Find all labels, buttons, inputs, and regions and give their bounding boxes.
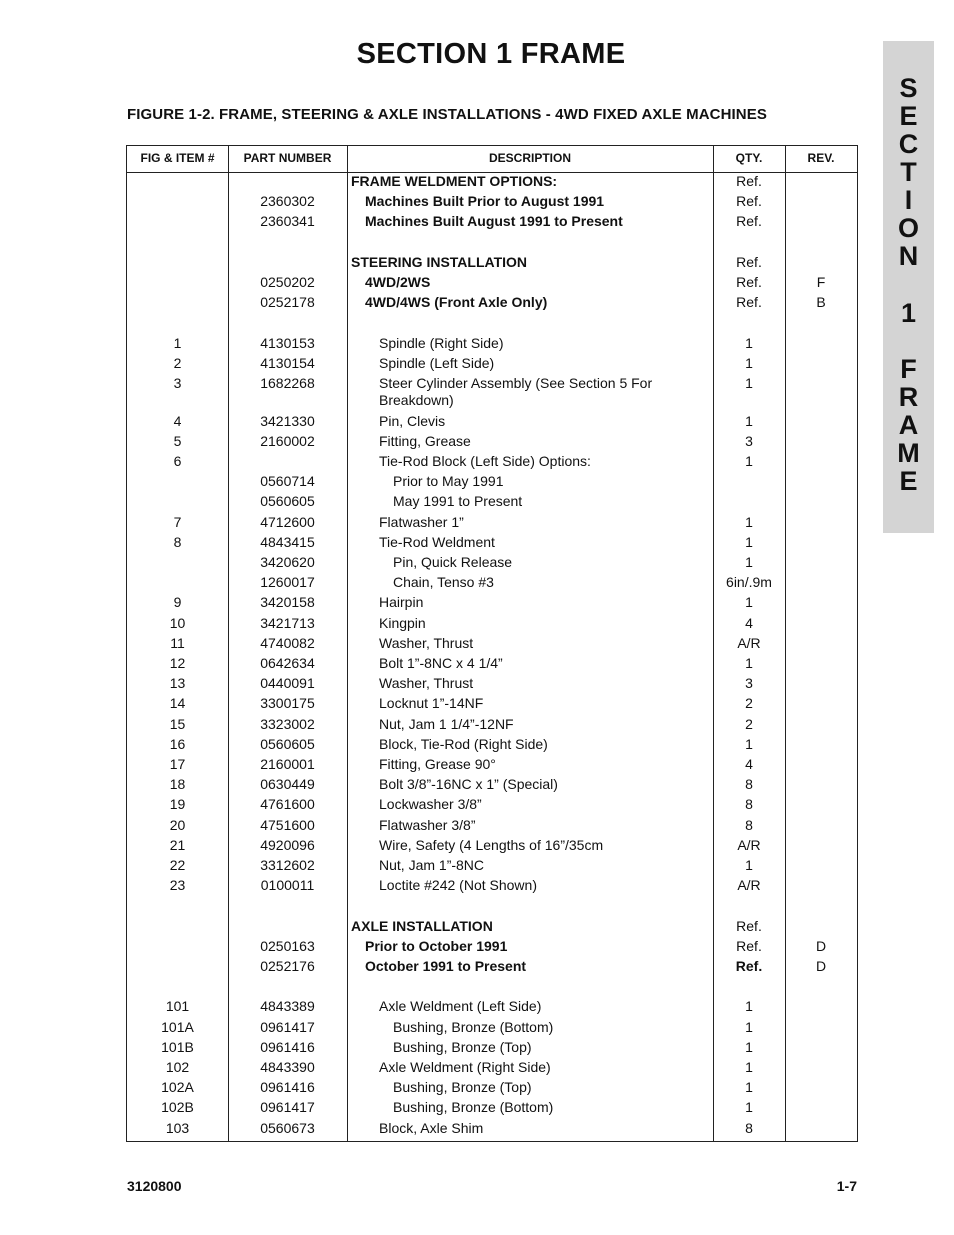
side-tab-letter: O	[897, 213, 919, 243]
qty-cell: 1	[745, 1079, 753, 1096]
part-number-cell: 4920096	[260, 836, 315, 853]
description-cell: Bolt 1”-8NC x 4 1/4”	[379, 654, 503, 671]
qty-cell: 1	[745, 375, 753, 391]
part-number-cell: 2160002	[260, 432, 315, 449]
qty-cell: Ref.	[736, 937, 762, 954]
table-row	[127, 998, 857, 1018]
description-cell: Hairpin	[379, 594, 424, 611]
part-number-cell: 0560673	[260, 1119, 315, 1136]
part-number-cell: 0560605	[260, 735, 315, 752]
part-number-cell: 3300175	[260, 695, 315, 712]
part-number-cell: 0961416	[260, 1079, 315, 1096]
description-cell: Loctite #242 (Not Shown)	[379, 877, 537, 894]
part-number-cell: 0560714	[260, 473, 315, 490]
qty-cell: 8	[745, 816, 753, 833]
part-number-cell: 3312602	[260, 856, 315, 873]
header-part-number: PART NUMBER	[243, 151, 332, 165]
description-cell: Axle Weldment (Left Side)	[379, 998, 542, 1015]
table-row	[127, 796, 857, 816]
description-cell: Flatwasher 1”	[379, 513, 464, 530]
qty-cell: A/R	[737, 877, 761, 894]
fig-item-cell: 102	[165, 1058, 190, 1075]
table-row	[127, 453, 857, 473]
fig-item-cell: 101A	[161, 1018, 194, 1035]
table-row	[127, 1059, 857, 1079]
side-tab-letter: E	[899, 466, 918, 496]
rev-cell: D	[815, 957, 827, 974]
page-number: 1-7	[836, 1178, 857, 1194]
table-row	[127, 473, 857, 493]
qty-cell: 4	[745, 614, 753, 631]
description-cell: Bushing, Bronze (Bottom)	[393, 1018, 554, 1035]
table-row	[127, 514, 857, 534]
description-cell: Tie-Rod Weldment	[379, 533, 495, 550]
header-qty: QTY.	[735, 151, 763, 165]
table-row	[127, 554, 857, 574]
part-number-cell: 4712600	[260, 513, 315, 530]
qty-cell: 8	[745, 796, 753, 813]
fig-item-cell: 6	[173, 452, 182, 469]
part-number-cell: 0250202	[260, 274, 315, 290]
table-row	[127, 173, 857, 193]
description-cell: Block, Tie-Rod (Right Side)	[379, 735, 548, 752]
part-number-cell: 3421330	[260, 412, 315, 429]
table-row	[127, 776, 857, 796]
fig-item-cell: 103	[165, 1119, 190, 1136]
table-row	[127, 695, 857, 715]
description-cell: Spindle (Right Side)	[379, 334, 504, 351]
qty-cell: Ref.	[736, 294, 762, 311]
part-number-cell: 0642634	[260, 654, 315, 671]
figure-title: FIGURE 1-2. FRAME, STEERING & AXLE INSTALLATIONS - 4WD FIXED AXLE MACHINES	[127, 106, 767, 123]
fig-item-cell: 101B	[161, 1038, 194, 1055]
table-row	[127, 594, 857, 614]
fig-item-cell: 14	[169, 695, 186, 712]
table-row	[127, 958, 857, 978]
fig-item-cell: 23	[169, 877, 186, 894]
qty-cell: A/R	[737, 836, 761, 853]
fig-item-cell: 1	[173, 334, 182, 351]
table-row	[127, 355, 857, 375]
side-tab-letter: 1	[900, 298, 917, 328]
table-row	[127, 817, 857, 837]
table-row	[127, 433, 857, 453]
fig-item-cell: 17	[169, 755, 186, 772]
part-number-cell: 0560605	[260, 493, 315, 510]
fig-item-cell: 8	[173, 533, 182, 550]
table-row	[127, 716, 857, 736]
description-cell: FRAME WELDMENT OPTIONS:	[351, 173, 558, 189]
qty-cell: Ref.	[736, 253, 762, 270]
qty-cell: 1	[745, 1018, 753, 1035]
description-cell: Prior to October 1991	[365, 937, 508, 954]
table-row	[127, 335, 857, 355]
qty-cell: 1	[745, 452, 753, 469]
part-number-cell: 1260017	[260, 574, 315, 591]
part-number-cell: 0961417	[260, 1018, 315, 1035]
description-cell: Flatwasher 3/8”	[379, 816, 476, 833]
description-cell: Steer Cylinder Assembly (See Section 5 For Breakdown)	[379, 375, 653, 408]
fig-item-cell: 16	[169, 735, 186, 752]
description-cell: Wire, Safety (4 Lengths of 16”/35cm	[379, 836, 604, 853]
table-row	[127, 655, 857, 675]
qty-cell: 1	[745, 594, 753, 611]
table-row	[127, 756, 857, 776]
table-row	[127, 274, 857, 294]
qty-cell: 4	[745, 755, 753, 772]
qty-cell: 1	[745, 998, 753, 1015]
side-tab-letter: A	[898, 410, 919, 440]
parts-table	[126, 145, 858, 1142]
part-number-cell: 4130154	[260, 354, 315, 371]
part-number-cell: 3420158	[260, 594, 315, 611]
qty-cell: 8	[745, 776, 753, 793]
description-cell: 4WD/2WS	[365, 274, 431, 290]
qty-cell: 1	[745, 334, 753, 351]
qty-cell: 6in/.9m	[726, 574, 772, 591]
qty-cell: 1	[745, 354, 753, 371]
rev-cell: D	[815, 937, 827, 954]
qty-cell: 1	[745, 553, 753, 570]
table-row	[127, 213, 857, 233]
side-tab-letter: S	[899, 73, 918, 103]
side-tab-letter: M	[897, 438, 920, 468]
table-row	[127, 375, 857, 408]
qty-cell: 3	[745, 675, 753, 692]
part-number-cell: 4740082	[260, 634, 315, 651]
fig-item-cell: 7	[173, 513, 182, 530]
fig-item-cell: 2	[173, 354, 182, 371]
part-number-cell: 1682268	[260, 375, 315, 391]
description-cell: Bushing, Bronze (Top)	[393, 1079, 532, 1096]
fig-item-cell: 20	[169, 816, 186, 833]
part-number-cell: 0961417	[260, 1099, 315, 1116]
table-row	[127, 193, 857, 213]
qty-cell: A/R	[737, 634, 761, 651]
description-cell: Machines Built Prior to August 1991	[365, 193, 605, 210]
description-cell: STEERING INSTALLATION	[351, 253, 528, 270]
qty-cell: 3	[745, 432, 753, 449]
description-cell: Block, Axle Shim	[379, 1119, 484, 1136]
qty-cell: 1	[745, 735, 753, 752]
rev-cell: B	[816, 294, 826, 311]
table-row	[127, 254, 857, 274]
description-cell: Spindle (Left Side)	[379, 354, 495, 371]
fig-item-cell: 13	[169, 675, 186, 692]
part-number-cell: 0250163	[260, 937, 315, 954]
qty-cell: 8	[745, 1119, 753, 1136]
part-number-cell: 0630449	[260, 776, 315, 793]
header-description: DESCRIPTION	[488, 151, 571, 165]
table-row	[127, 1120, 857, 1140]
qty-cell: Ref.	[736, 173, 762, 189]
description-cell: AXLE INSTALLATION	[351, 917, 493, 934]
part-number-cell: 4130153	[260, 334, 315, 351]
part-number-cell: 0100011	[260, 877, 315, 894]
qty-cell: 1	[745, 412, 753, 429]
side-tab-letter: E	[899, 101, 918, 131]
part-number-cell: 0252176	[260, 957, 315, 974]
header-rev: REV.	[807, 151, 835, 165]
description-cell: Prior to May 1991	[393, 473, 504, 490]
side-tab-letter: N	[898, 241, 919, 271]
description-cell: Nut, Jam 1 1/4”-12NF	[379, 715, 514, 732]
table-row	[127, 918, 857, 938]
qty-cell: 1	[745, 533, 753, 550]
table-row	[127, 493, 857, 513]
table-row	[127, 574, 857, 594]
qty-cell: 1	[745, 1058, 753, 1075]
fig-item-cell: 5	[173, 432, 182, 449]
description-cell: Pin, Clevis	[379, 412, 446, 429]
fig-item-cell: 101	[165, 998, 190, 1015]
table-row	[127, 294, 857, 314]
table-row	[127, 938, 857, 958]
qty-cell: Ref.	[735, 957, 763, 974]
qty-cell: 1	[745, 513, 753, 530]
section-side-tab	[883, 41, 934, 533]
qty-cell: 1	[745, 856, 753, 873]
qty-cell: 1	[745, 1099, 753, 1116]
part-number-cell: 3421713	[260, 614, 315, 631]
description-cell: Fitting, Grease 90°	[379, 755, 496, 772]
description-cell: Pin, Quick Release	[393, 553, 513, 570]
table-row	[127, 413, 857, 433]
part-number-cell: 4843415	[260, 533, 315, 550]
qty-cell: 1	[745, 1038, 753, 1055]
fig-item-cell: 3	[173, 375, 182, 391]
part-number-cell: 0961416	[260, 1038, 315, 1055]
part-number-cell: 4843390	[260, 1058, 315, 1075]
rev-cell: F	[816, 274, 826, 290]
fig-item-cell: 11	[170, 634, 185, 651]
table-row	[127, 837, 857, 857]
table-row	[127, 534, 857, 554]
fig-item-cell: 102A	[161, 1079, 194, 1096]
part-number-cell: 0440091	[260, 675, 315, 692]
qty-cell: 2	[745, 715, 753, 732]
description-cell: Fitting, Grease	[379, 432, 471, 449]
table-row	[127, 1019, 857, 1039]
qty-cell: 1	[745, 654, 753, 671]
description-cell: Kingpin	[379, 614, 426, 631]
part-number-cell: 0252178	[260, 294, 315, 311]
part-number-cell: 2160001	[260, 755, 315, 772]
section-title: SECTION 1 FRAME	[356, 38, 626, 70]
part-number-cell: 4751600	[260, 816, 315, 833]
qty-cell: Ref.	[736, 193, 762, 210]
fig-item-cell: 15	[169, 715, 186, 732]
part-number-cell: 4843389	[260, 998, 315, 1015]
side-tab-letter: R	[898, 382, 919, 412]
part-number-cell: 2360302	[260, 193, 315, 210]
side-tab-letter: I	[904, 185, 913, 215]
description-cell: May 1991 to Present	[393, 493, 523, 510]
description-cell: Axle Weldment (Right Side)	[379, 1058, 551, 1075]
header-fig-item: FIG & ITEM #	[140, 151, 215, 165]
fig-item-cell: 19	[169, 796, 186, 813]
description-cell: Bushing, Bronze (Top)	[393, 1038, 532, 1055]
description-cell: Tie-Rod Block (Left Side) Options:	[379, 452, 591, 469]
qty-cell: Ref.	[736, 274, 762, 290]
part-number-cell: 3420620	[260, 553, 315, 570]
fig-item-cell: 102B	[161, 1099, 194, 1116]
fig-item-cell: 10	[169, 614, 186, 631]
description-cell: October 1991 to Present	[365, 957, 527, 974]
fig-item-cell: 18	[169, 776, 186, 793]
fig-item-cell: 4	[173, 412, 182, 429]
description-cell: Machines Built August 1991 to Present	[365, 213, 623, 230]
table-row	[127, 736, 857, 756]
table-row	[127, 1079, 857, 1099]
side-tab-letter: C	[898, 129, 919, 159]
description-cell: Bushing, Bronze (Bottom)	[393, 1099, 554, 1116]
fig-item-cell: 9	[173, 594, 182, 611]
side-tab-letter: F	[900, 354, 917, 384]
description-cell: Locknut 1”-14NF	[379, 695, 484, 712]
qty-cell: 2	[745, 695, 753, 712]
table-row	[127, 675, 857, 695]
description-cell: 4WD/4WS (Front Axle Only)	[365, 294, 548, 311]
part-number-cell: 3323002	[260, 715, 315, 732]
description-cell: Washer, Thrust	[379, 634, 474, 651]
table-row	[127, 877, 857, 897]
side-tab-letter: T	[900, 157, 917, 187]
part-number-cell: 2360341	[260, 213, 315, 230]
fig-item-cell: 22	[169, 856, 186, 873]
table-row	[127, 1039, 857, 1059]
description-cell: Washer, Thrust	[379, 675, 474, 692]
table-row	[127, 857, 857, 877]
table-row	[127, 1099, 857, 1119]
table-row	[127, 635, 857, 655]
qty-cell: Ref.	[736, 917, 762, 934]
description-cell: Chain, Tenso #3	[393, 574, 494, 591]
qty-cell: Ref.	[736, 213, 762, 230]
part-number-cell: 4761600	[260, 796, 315, 813]
document-number: 3120800	[127, 1178, 182, 1194]
description-cell: Nut, Jam 1”-8NC	[379, 856, 485, 873]
fig-item-cell: 21	[169, 836, 186, 853]
fig-item-cell: 12	[169, 654, 186, 671]
description-cell: Lockwasher 3/8”	[379, 796, 482, 813]
table-row	[127, 615, 857, 635]
description-cell: Bolt 3/8”-16NC x 1” (Special)	[379, 776, 558, 793]
